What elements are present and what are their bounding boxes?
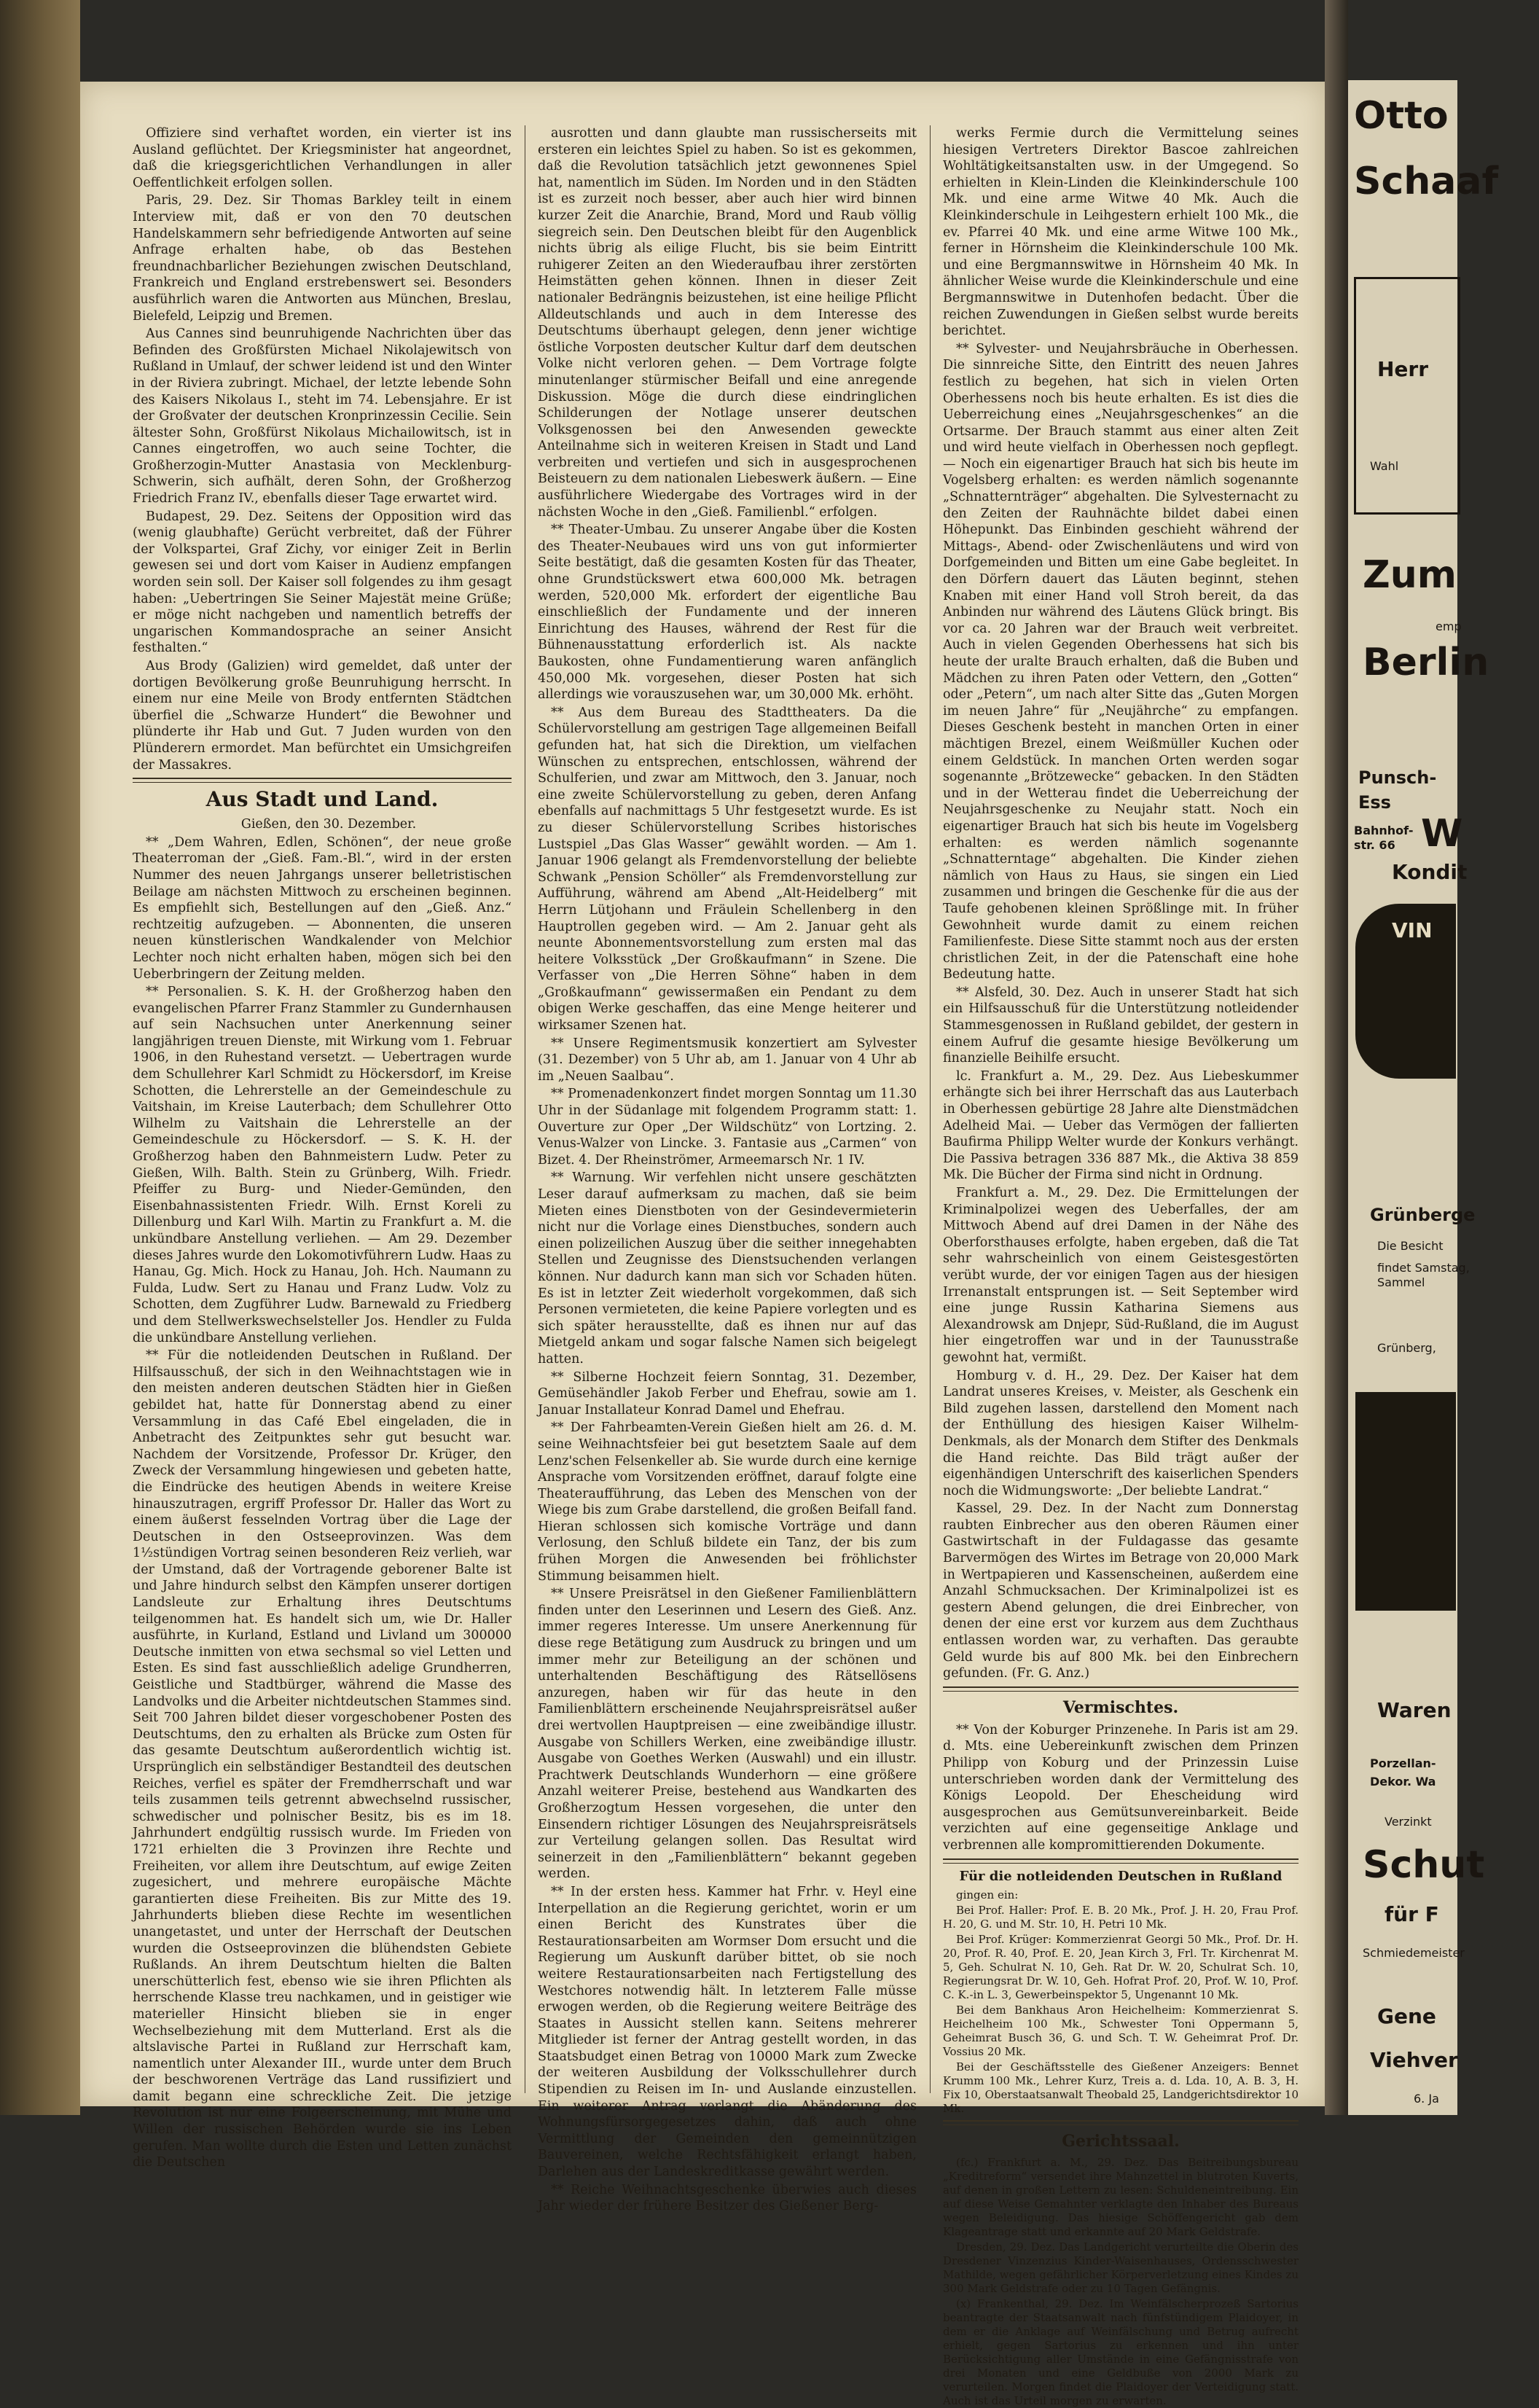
paragraph: ** Von der Koburger Prinzenehe. In Paris ist am 29. d. Mts. eine Uebereinkunft zwischen dem Prinzen Philipp von Koburg und der Prinzessin Luise unterschrieben worden dank der Vermittelung des Königs Leopold. Der Ehescheidung wird ausgesprochen aus Gemütsunvereinbarkeit. Beide verzichten auf eine gegenseitige Anklage und verbrennen alle kompromittierenden Dokumente. (943, 1722, 1299, 1853)
ad-box (1354, 277, 1460, 515)
ad-berlin: Berlin (1363, 641, 1489, 684)
ad-herr: Herr (1377, 357, 1429, 381)
paragraph: Homburg v. d. H., 29. Dez. Der Kaiser hat dem Landrat unseres Kreises, v. Meister, als Geschenk ein Bild zugehen lassen, darstellend den Moment nach der Enthüllung des hiesigen Kaiser Wilhelm-Denkmals, als der Monarch dem Stifter des Denkmals die Hand reichte. Das Bild trägt außer der eigenhändigen Unterschrift des kaiserlichen Spenders noch die Widmungsworte: „Der beliebte Landrat.“ (943, 1368, 1299, 1498)
paragraph: ** Promenadenkonzert findet morgen Sonntag um 11.30 Uhr in der Südanlage mit folgendem Programm statt: 1. Ouverture zur Oper „Der Wildschütz“ von Lortzing. 2. Venus-Walzer von Lincke. 3. Fantasie aus „Carmen“ von Bizet. 4. Der Rheinströmer, Armeemarsch Nr. 1 IV. (538, 1087, 917, 1168)
section-heading-donations: Für die notleidenden Deutschen in Rußland (959, 1868, 1282, 1884)
paragraph: ** Alsfeld, 30. Dez. Auch in unserer Stadt hat sich ein Hilfsausschuß für die Unterstützung notleidender Stammesgenossen in Rußland gebildet, der gestern in einem Aufruf die gesamte hiesige Bevölkerung um finanzielle Beihilfe ersucht. (943, 985, 1299, 1066)
paragraph: Bei der Geschäftsstelle des Gießener Anzeigers: Bennet Krumm 100 Mk., Lehrer Kurz, Treis a. d. Lda. 10, A. B. 3, H. Fix 10, Oberstaatsanwalt Theobald 25, Landgerichtsdirektor 10 Mk. (943, 2060, 1299, 2115)
paragraph: Bei dem Bankhaus Aron Heichelheim: Kommerzienrat S. Heichelheim 100 Mk., Schwester Toni Oppermann 5, Geheimrat Busch 36, G. und Sch. T. W. Geheimrat Prof. Dr. Vossius 20 Mk. (943, 2003, 1299, 2058)
ad-findet-samstag: findet Samstag, Sammel (1377, 1261, 1470, 1289)
paragraph: Bei Prof. Haller: Prof. E. B. 20 Mk., Prof. J. H. 20, Frau Prof. H. 20, G. und M. Str. 10, H. Petri 10 Mk. (943, 1903, 1299, 1931)
column-rule (930, 125, 931, 2093)
paragraph: Aus Brody (Galizien) wird gemeldet, daß unter der dortigen Bevölkerung große Beunruhigung herrscht. In einem nur eine Meile von Brody entfernten Städtchen überfiel die „Schwarze Hundert“ die Bewohner und plünderte ihr Hab und Gut. 7 Juden wurden von den Plünderern ermordet. Man befürchtet ein Umsichgreifen der Massakres. (133, 659, 512, 773)
ad-punsch: Punsch-Ess (1358, 767, 1437, 813)
ad-otto: Otto (1354, 94, 1449, 138)
book-binding-left (0, 0, 80, 2115)
ad-bahnhof: Bahnhof-str. 66 (1354, 824, 1414, 852)
paragraph: ** „Dem Wahren, Edlen, Schönen“, der neue große Theaterroman der „Gieß. Fam.-Bl.“, wird in der ersten Nummer des neuen Jahrgangs unserer belletristischen Beilage am nächsten Mittwoch zu erscheinen beginnen. Es empfiehlt sich, Bestellungen auf den „Gieß. Anz.“ rechtzeitig aufzugeben. — Abonnenten, die unseren neuen künstlerischen Wandkalender von Melchior Lechter noch nicht erhalten haben, mögen sich bei den Ueberbringern der Zeitung melden. (133, 834, 512, 982)
paragraph: (x) Frankenthal, 29. Dez. Im Weinfälscherprozeß Sartorius beantragte der Staatsanwalt nach fünfstündigem Plaidoyer, in dem er die Anklage auf Weinfälschung und Betrug aufrecht erhielt, gegen Sartorius zu erkennen und ihn unter Berücksichtigung aller Umstände in eine Gefängnisstrafe von drei Monaten und eine Geldbuße von 2000 Mark zu verurteilen. Morgen findet die Plaidoyer der Verteidigung statt. Auch ist das Urteil morgen zu erwarten. (943, 2296, 1299, 2407)
ad-image-block (1355, 1392, 1456, 1611)
ad-wahl: Wahl (1370, 459, 1399, 473)
dateline: Gießen, den 30. Dezember. (240, 817, 417, 832)
paragraph: Dresden, 29. Dez. Das Landgericht verurteilte die Oberin des Dresdener Vinzenzius Kinder-Waisenhauses, Ordensschwester Mathilde, wegen gefährlicher Körperverletzung eines Kindes zu 300 Mark Geldstrafe oder zu 10 Tagen Gefängnis. (943, 2240, 1299, 2295)
column-2 (538, 125, 917, 2214)
paragraph: ausrotten und dann glaubte man russischerseits mit ersteren ein leichtes Spiel zu haben. So ist es gekommen, daß die Revolution tatsächlich jetzt gewonnenes Spiel hat, namentlich im Süden. Im Norden und in den Städten ist es zurzeit noch besser, aber auch hier wird binnen kurzer Zeit die Anarchie, Brand, Mord und Raub völlig siegreich sein. Den Deutschen bleibt für den Augenblick nichts übrig als eilige Flucht, bis sie beim Eintritt ruhigerer Zeiten an den Wiederaufbau ihrer zerstörten Heimstätten gehen können. Ihnen in dieser Zeit nationaler Bedrängnis beizustehen, ist eine heilige Pflicht Alldeutschlands und auch in dem Interesse des Deutschtums überhaupt gelegen, denn jener wichtige östliche Vorposten deutscher Kultur darf dem deutschen Volke nicht verloren gehen. — Dem Vortrage folgte minutenlanger stürmischer Beifall und eine anregende Diskussion. Möge die durch diese eindringlichen Schilderungen der Notlage unserer deutschen Volksgenossen bei den Anwesenden geweckte Anteilnahme sich in weiteren Kreisen in Stadt und Land verbreiten und vertiefen und sich in ausgesprochenen Beisteuern zu dem nationalen Liebeswerk äußern. — Eine ausführlichere Wiedergabe des Vortrages wird in der nächsten Woche in den „Gieß. Familienbl.“ erfolgen. (538, 126, 917, 520)
section-divider (943, 2120, 1299, 2125)
paragraph: (fc.) Frankfurt a. M., 29. Dez. Das Beitreibungsbureau „Kreditreform“ versendet ihre Mahnzettel in blutroten Kuverts, auf denen in großen Lettern zu lesen: Schuldeneintreibung. Ein auf diese Weise Gemahnter verklagte den Inhaber des Bureaus wegen Beleidigung. Das hiesige Schöffengericht gab dem Klageantrage statt und erkannte auf 20 Mark Geldstrafe. (943, 2155, 1299, 2238)
paragraph: Frankfurt a. M., 29. Dez. Die Ermittelungen der Kriminalpolizei wegen des Ueberfalles, der am Mittwoch Abend auf drei Damen in der Nähe des Oberforsthauses erfolgte, haben ergeben, daß die Tat sehr wahrscheinlich von einem Geistesgestörten verübt wurde, der vor einigen Tagen aus der hiesigen Irrenanstalt entsprungen ist. — Seit September wird eine junge Russin Katharina Siemens aus Alexandrowsk am Dnjepr, Süd-Rußland, die im August hier eingetroffen war und in der Taunusstraße gewohnt hat, vermißt. (943, 1186, 1299, 1365)
paragraph: Offiziere sind verhaftet worden, ein vierter ist ins Ausland geflüchtet. Der Kriegsminister hat angeordnet, daß die kriegsgerichtlichen Verhandlungen in aller Oeffentlichkeit erfolgen sollen. (133, 126, 512, 190)
paragraph: ** Unsere Preisrätsel in den Gießener Familienblättern finden unter den Leserinnen und Lesern des Gieß. Anz. immer regeres Interesse. Um unsere Anerkennung für diese rege Betätigung zum Ausdruck zu bringen und um immer mehr zur Beteiligung an der schönen und unterhaltenden Beschäftigung des Rätsellösens anzuregen, haben wir für das heute in den Familienblättern erscheinende Neujahrspreisrätsel außer drei wertvollen Hauptpreisen — eine zweibändige illustr. Ausgabe von Schillers Werken, eine zweibändige illustr. Ausgabe von Goethes Werken (Auswahl) und ein illustr. Prachtwerk Deutschlands Wunderhorn — eine größere Anzahl weiterer Preise, bestehend aus Wandkarten des Großherzogtum Hessen vorgesehen, die unter den Einsendern richtiger Lösungen des Neujahrspreisrätsels zur Verteilung gelangen sollen. Das Resultat wird seinerzeit in den „Familienblättern“ bekannt gegeben werden. (538, 1587, 917, 1882)
paragraph: ** Für die notleidenden Deutschen in Rußland. Der Hilfsausschuß, der sich in den Weihnachtstagen wie in den meisten anderen deutschen Städten hier in Gießen gebildet hat, hatte für Donnerstag abend zu einer Versammlung in das Café Ebel eingeladen, die in Anbetracht des Zeitpunktes sehr gut besucht war. Nachdem der Vorsitzende, Professor Dr. Krüger, den Zweck der Versammlung hingewiesen und gebeten hatte, die Eindrücke des heutigen Abends in weitere Kreise hinauszutragen, ergriff Professor Dr. Haller das Wort zu einem äußerst fesselnden Vortrag über die Lage der Deutschen in den Ostseeprovinzen. Was dem 1½stündigen Vortrag seinen besonderen Reiz verlieh, war der Umstand, daß der Vortragende geborener Balte ist und Jahre hindurch selbst den Kämpfen unserer dortigen Landsleute zur Erhaltung ihres Deutschtums teilgenommen hat. Es handelt sich um, wie Dr. Haller ausführte, in Kurland, Estland und Livland um 300000 Deutsche inmitten von etwa sechsmal so viel Letten und Esten. Es sind fast ausschließlich adelige Grundherren, Geistliche und Stadtbürger, während die Masse des Landvolks und die Arbeiter nichtdeutschen Stammes sind. Seit 700 Jahren bildet dieser vorgeschobener Posten des Deutschtums, den zu erhalten als Brücke zum Osten für das gesamte Deutschtum außerordentlich wichtig ist. Ursprünglich ein selbständiger Bestandteil des deutschen Reiches, verfiel es später der Fremdherrschaft und war teils zusammen teils getrennt abwechselnd russischer, schwedischer und polnischer Besitz, bis es im 18. Jahrhundert endgültig russisch wurde. Im Frieden von 1721 erhielten die 3 Provinzen ihre Rechte und Freiheiten, vor allem ihre Deutschtum, auf ewige Zeiten zugesichert, und mehrere europäische Mächte garantierten diese Freiheiten. Bis zur Mitte des 19. Jahrhunderts blieben diese Rechte im wesentlichen unangetastet, und unter der Herrschaft der Deutschen wurden die Ostseeprovinzen die blühendsten Gebiete Rußlands. An ihrem Deutschtum hielten die Balten unerschütterlich fest, ebenso wie sie ihren Pflichten als herrschende Klasse treu nachkamen, und in geistiger wie materieller Hinsicht blieben sie in enger Wechselbeziehung mit dem Mutterland. Erst als die altslavische Partei in Rußland zur Herrschaft kam, namentlich unter Alexander III., wurde unter dem Bruch der beschworenen Verträge das Land russifiziert und damit begann eine schreckliche Zeit. Die jetzige Revolution ist nur eine Folgeerscheinung, mit Mühe und Willen der russischen Behörden wurde sie ins Leben gerufen. Man wollte durch die Esten und Letten zunächst die Deutschen (133, 1348, 512, 2170)
column-container (133, 125, 1299, 2407)
section-heading-vermischtes: Vermischtes. (1062, 1697, 1179, 1717)
section-heading-gerichtssaal: Gerichtssaal. (1062, 2131, 1180, 2151)
paragraph: ** Silberne Hochzeit feiern Sonntag, 31. Dezember, Gemüsehändler Jakob Ferber und Ehefrau, sowie am 1. Januar Installateur Konrad Damel und Ehefrau. (538, 1369, 917, 1418)
paragraph: werks Fermie durch die Vermittelung seines hiesigen Vertreters Direktor Bascoe zahlreichen Wohltätigkeitsanstalten usw. in der Umgegend. So erhielten in Klein-Linden die Kleinkinderschule 100 Mk. und eine arme Witwe 40 Mk. Auch die Kleinkinderschule in Leihgestern erhielt 100 Mk., die ev. Pfarrei 40 Mk. und eine arme Witwe 100 Mk., ferner in Hörnsheim die Kleinkinderschule 100 Mk. und eine Bergmannswitwe in Hörnsheim 40 Mk. In ähnlicher Weise wurde die Kleinkinderschule und eine Bergmannswitwe in Dutenhofen bedacht. Über die reichen Zuwendungen in Gießen selbst wurde bereits berichtet. (943, 126, 1299, 339)
ad-w: W (1421, 812, 1463, 856)
column-3 (943, 125, 1299, 2407)
paragraph: Paris, 29. Dez. Sir Thomas Barkley teilt in einem Interview mit, daß er von den 70 deutschen Handelskammern sehr befriedigende Antworten auf seine Anfrage erhalten habe, ob das Bestehen freundnachbarlicher Beziehungen zwischen Deutschland, Frankreich und England erstrebenswert sei. Besonders ausführlich waren die Antworten aus München, Breslau, Bielefeld, Leipzig und Bremen. (133, 193, 512, 324)
ad-zum: Zum (1363, 553, 1457, 597)
paragraph: ** Personalien. S. K. H. der Großherzog haben den evangelischen Pfarrer Franz Stammler zu Gundernhausen auf sein Nachsuchen unter Anerkennung seiner langjährigen treuen Dienste, mit Wirkung vom 1. Februar 1906, in den Ruhestand versetzt. — Uebertragen wurde dem Schullehrer Karl Schmidt zu Höckersdorf, im Kreise Schotten, die Lehrerstelle an der Gemeindeschule zu Vaitshain, im Kreise Lauterbach; dem Schullehrer Otto Wilhelm zu Vaitshain die Lehrerstelle an der Gemeindeschule zu Höckersdorf. — S. K. H. der Großherzog haben den Bahnmeistern Ludw. Peter zu Gießen, Wilh. Balth. Stein zu Grünberg, Wilh. Friedr. Pfeiffer zu Burg- und Nieder-Gemünden, den Eisenbahnassistenten Friedr. Wilh. Ernst Koreli zu Dillenburg und Karl Wilh. Martin zu Frankfurt a. M. die unkündbare Anstellung verliehen. — Am 29. Dezember dieses Jahres wurde den Lokomotivführern Ludw. Haas zu Hanau, Gg. Mich. Hock zu Hanau, Joh. Hch. Naumann zu Fulda, Ludw. Sert zu Hanau und Franz Ludw. Volz zu Schotten, dem Zugführer Ludw. Barnewald zu Friedberg und dem Stellwerkswechselsteller Jos. Hendler zu Fulda die unkündbare Anstellung verliehen. (133, 985, 512, 1345)
ad-schut: Schut (1363, 1843, 1485, 1887)
paragraph: Budapest, 29. Dez. Seitens der Opposition wird das (wenig glaubhafte) Gerücht verbreitet, daß der Führer der Volkspartei, Graf Zichy, vor einiger Zeit in Berlin gewesen sei und dort vom Kaiser in Audienz empfangen worden sein soll. Der Kaiser soll folgendes zu ihm gesagt haben: „Uebertringen Sie Seiner Majestät meine Grüße; er möge nicht nachgeben und namentlich betreffs der ungarischen Kommandosprache an seiner Ansicht festhalten.“ (133, 509, 512, 656)
ad-vieh: Viehver (1370, 2048, 1458, 2072)
book-binding-gutter (1325, 0, 1348, 2115)
paragraph: ** Der Fahrbeamten-Verein Gießen hielt am 26. d. M. seine Weihnachtsfeier bei gut besetztem Saale auf dem Lenz'schen Felsenkeller ab. Sie wurde durch eine kernige Ansprache vom Vorsitzenden eröffnet, darauf folgte eine Theateraufführung, das Leben des Menschen von der Wiege bis zum Grabe darstellend, die großen Beifall fand. Hieran schlossen sich komische Vorträge und dann Verlosung, den Schluß bildete ein Tanz, der bis zum frühen Morgen die Anwesenden bei fröhlichster Stimmung beisammen hielt. (538, 1420, 917, 1584)
paragraph: ** In der ersten hess. Kammer hat Frhr. v. Heyl eine Interpellation an die Regierung gerichtet, worin er um einen Bericht des Kunstrates über die Restaurationsarbeiten am Wormser Dom ersucht und die Regierung um Auskunft darüber bittet, ob sie noch weitere Restaurationsarbeiten nach Fertigstellung des Westchores notwendig hält. In letzterem Falle müsse erwogen werden, ob die Regierung weitere Beiträge des Staates in Aussicht stellen kann. Seitens mehrerer Mitglieder ist ferner der Antrag gestellt worden, in das Staatsbudget einen Betrag von 10000 Mark zum Zwecke der weiteren Ausbildung der Volksschullehrer durch Stipendien zu Reisen im In- und Auslande einzustellen. Ein weiterer Antrag verlangt die Abänderung des Wohnungsfürsorgegesetzes dahin, daß auch ohne Vermittlung der Gemeinden den gemeinnützigen Bauvereinen, welche Rechtsfähigkeit erlangt haben, Darlehen aus der Landeskreditkasse gewährt werden. (538, 1884, 917, 2180)
column-1 (133, 125, 512, 2170)
paragraph: ** Sylvester- und Neujahrsbräuche in Oberhessen. Die sinnreiche Sitte, den Eintritt des neuen Jahres festlich zu begehen, hat sich in vielen Orten Oberhessens noch bis heute erhalten. Es ist dies die Ueberreichung eines „Neujahrsgeschenkes“ an die Ortsarme. Der Brauch stammt aus einer alten Zeit und wird heute vielfach in Oberhessen noch gepflegt. — Noch ein eigenartiger Brauch hat sich bis heute im Vogelsberg erhalten: es werden nämlich sogenannte „Schnatternträger“ abgehalten. Die Sylvesternacht zu den Zeiten der Rauhnächte bildet dabei einen Höhepunkt. Das Einbinden geschieht während der Mittags-, Abend- oder Zwischenläutens und wird von Dorfgemeinden und Bitten um eine Gabe begleitet. In den Dörfern dauert das Läuten beginnt, stehen Knaben mit einer Hand voll Stroh bereit, da das Anbinden nur während des Läutens Glück bringt. Bis vor ca. 20 Jahren war der Brauch weit verbreitet. Auch in vielen Gegenden Oberhessens hat sich bis heute der uralte Brauch erhalten, daß die Buben und Mädchen zu ihren Paten oder Vettern, den „Gotten“ oder „Petern“, um nach alter Sitte das „Guten Morgen im neuen Jahre“ für „Neujährche“ zu empfangen. Dieses Geschenk besteht in manchen Orten in einer mächtigen Brezel, einem Weißmüller Kuchen oder einem Geldstück. In manchen Orten werden sogar sogenannte „Brötzewecke“ gebacken. In den Städten und in der Wetterau findet die Ueberreichung der Neujahrsgeschenke zu Neujahr statt. Noch ein eigenartiger Brauch hat sich bis heute im Vogelsberg erhalten: es werden nämlich sogenannte „Schnatterntage“ abgehalten. Die Kinder ziehen nämlich von Haus zu Haus, sie singen ein Lied zusammen und bringen die Geschenke für die aus der Taufe gehobenen kleinen Sprößlinge mit. In früher Gewohnheit wurde damit zu einem reichen Familienfeste. Diese Sitte stammt noch aus der ersten christlichen Zeit, in der die Patenschaft eine hohe Bedeutung hatte. (943, 341, 1299, 982)
paragraph: Aus Cannes sind beunruhigende Nachrichten über das Befinden des Großfürsten Michael Nikolajewitsch von Rußland in Umlauf, der schwer leidend ist und den Winter in der Riviera zubringt. Michael, der letzte lebende Sohn des Kaisers Nikolaus I., steht im 74. Lebensjahre. Er ist der Großvater der deutschen Kronprinzessin Cecilie. Sein ältester Sohn, Großfürst Nikolaus Michailowitsch, ist in Cannes eingetroffen, wo auch seine Tochter, die Großherzogin-Mutter Anastasia von Mecklenburg-Schwerin, sich aufhält, deren Sohn, der Großherzog Friedrich Franz IV., ebenfalls dieser Tage erwartet wird. (133, 327, 512, 507)
ad-schaaf: Schaaf (1354, 160, 1499, 203)
paragraph: Kassel, 29. Dez. In der Nacht zum Donnerstag raubten Einbrecher aus den oberen Räumen einer Gastwirtschaft in der Fuldagasse das gesamte Barvermögen des Wirtes im Betrage von 20,000 Mark in Wertpapieren und Kassenscheinen, außerdem eine Anzahl Schmucksachen. Der Kriminalpolizei ist es gestern Abend gelungen, die drei Einbrecher, von denen der eine erst vor kurzem aus dem Zuchthaus entlassen worden war, zu verhaften. Das geraubte Geld wurde bis auf 800 Mk. bei den Einbrechern gefunden. (Fr. G. Anz.) (943, 1501, 1299, 1681)
paragraph: ** Aus dem Bureau des Stadttheaters. Da die Schülervorstellung am gestrigen Tage allgemeinen Beifall gefunden hat, hat sich die Direktion, um vielfachen Wünschen zu entsprechen, entschlossen, während der Schulferien, und zwar am Mittwoch, den 3. Januar, noch eine zweite Schülervorstellung zu geben, deren Anfang ebenfalls auf nachmittags 5 Uhr festgesetzt wurde. Es ist zu dieser Schülervorstellung Scribes historisches Lustspiel „Das Glas Wasser“ gewählt worden. — Am 1. Januar 1906 gelangt als Fremdenvorstellung der beliebte Schwank „Pension Schöller“ als Fremdenvorstellung zur Aufführung, während am Abend „Alt-Heidelberg“ mit Herrn Lütjohann und Fräulein Schellenberg in den Hauptrollen gegeben wird. — Am 2. Januar geht als neunte Abonnementsvorstellung zum ersten mal das heitere Volksstück „Der Großkaufmann“ in Szene. Die Verfasser von „Die Herren Söhne“ haben in dem „Großkaufmann“ gewissermaßen ein Pendant zu dem obigen Werke geschaffen, das eine Menge heiterer und wirksamer Szenen hat. (538, 705, 917, 1033)
ad-kondit: Kondit (1392, 860, 1468, 884)
ad-vieh-date: 6. Ja (1414, 2092, 1439, 2106)
ad-dekor: Dekor. Wa (1370, 1775, 1436, 1789)
ad-schmiede: Schmiedemeister (1363, 1946, 1465, 1960)
ad-verzinkt: Verzinkt (1385, 1815, 1432, 1829)
ad-grunberg: Grünberg, (1377, 1341, 1436, 1355)
paragraph: lc. Frankfurt a. M., 29. Dez. Aus Liebeskummer erhängte sich bei ihrer Herrschaft das aus Lauterbach in Oberhessen gebürtige 28 Jahre alte Dienstmädchen Adelheid Mai. — Ueber das Vermögen der fallierten Baufirma Philipp Welter wurde der Konkurs verhängt. Die Passiva betragen 336 887 Mk., die Aktiva 38 859 Mk. Die Bücher der Firma sind nicht in Ordnung. (943, 1068, 1299, 1183)
paragraph: ** Warnung. Wir verfehlen nicht unsere geschätzten Leser darauf aufmerksam zu machen, daß sie beim Mieten eines Dienstboten von der Gesindevermieterin nicht nur die Vorlage eines Dienstbuches, sondern auch einen polizeilichen Auszug über die seither innegehabten Stellen und Zeugnisse des Dienstsuchenden verlangen können. Nur dadurch kann man sich vor Schaden hüten. Es ist in letzter Zeit wiederholt vorgekommen, daß sich Personen vermieteten, die keine Papiere vorlegten und es sich später herausstellte, daß es ihnen nur auf das Mietgeld ankam und sogar falsche Namen sich beigelegt hatten. (538, 1170, 917, 1367)
newspaper-page (80, 82, 1325, 2407)
section-divider (943, 1858, 1299, 1864)
section-divider (133, 778, 512, 783)
ad-emp: emp (1436, 619, 1462, 633)
ad-porzellan: Porzellan- (1370, 1756, 1436, 1770)
section-heading-stadt-und-land: Aus Stadt und Land. (205, 787, 439, 812)
paragraph: ** Reiche Weihnachtsgeschenke überwies auch dieses Jahr wieder der frühere Besitzer des Gießener Berg- (538, 2182, 917, 2214)
ad-grunberge: Grünberge (1370, 1205, 1476, 1225)
ad-fur-f: für F (1385, 1902, 1439, 1926)
paragraph: Bei Prof. Krüger: Kommerzienrat Georgi 50 Mk., Prof. Dr. H. 20, Prof. R. 40, Prof. E. 20, Jean Kirch 3, Frl. Tr. Kirchenrat M. 5, Geh. Schulrat N. 10, Geh. Rat Dr. W. 20, Schulrat Sch. 10, Regierungsrat Dr. W. 10, Geh. Hofrat Prof. 20, Prof. W. 10, Prof. C. K.-in L. 3, Gewerbeinspektor 5, Ungenannt 10 Mk. (943, 1932, 1299, 2001)
ad-gene: Gene (1377, 2004, 1436, 2028)
ad-waren: Waren (1377, 1698, 1452, 1722)
adjacent-page-ads (1348, 80, 1499, 2115)
ad-die-besicht: Die Besicht (1377, 1239, 1444, 1253)
ad-vin: VIN (1392, 918, 1433, 942)
paragraph: ** Theater-Umbau. Zu unserer Angabe über die Kosten des Theater-Neubaues wird uns von gut informierter Seite bestätigt, daß die gesamten Kosten für das Theater, ohne Grundstückswert etwa 600,000 Mk. betragen werden, 520,000 Mk. erfordert der eigentliche Bau einschließlich der Fundamente und der inneren Einrichtung des Hauses, während der Rest für die Bühnenausstattung erforderlich ist. Als nackte Baukosten, ohne Fundamentierung waren anfänglich 450,000 Mk. vorgesehen, dieser Posten hat sich allerdings wie vorauszusehen war, um 30,000 Mk. erhöht. (538, 523, 917, 703)
paragraph: gingen ein: (956, 1888, 1019, 1901)
section-divider (943, 1686, 1299, 1692)
paragraph: ** Unsere Regimentsmusik konzertiert am Sylvester (31. Dezember) von 5 Uhr ab, am 1. Januar von 4 Uhr ab im „Neuen Saalbau“. (538, 1036, 917, 1084)
